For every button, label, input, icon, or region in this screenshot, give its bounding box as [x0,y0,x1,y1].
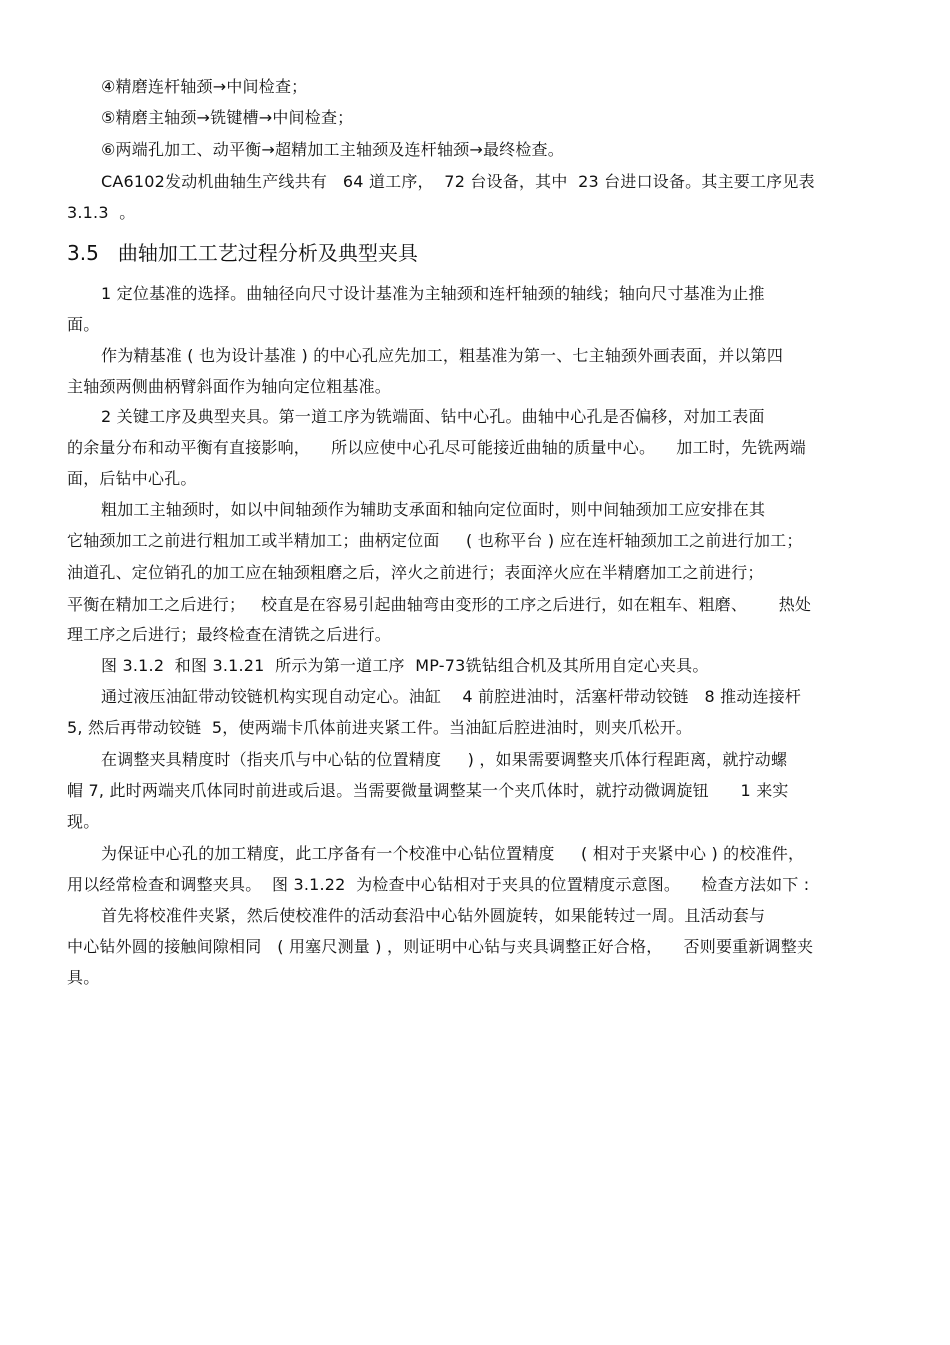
text-line: 帽 7, 此时两端夹爪体同时前进或后退。当需要微量调整某一个夹爪体时，就拧动微调旋钮 1 来实 [67,781,789,800]
text-line: 现。 [67,812,100,831]
text-line: 面，后钻中心孔。 [67,469,197,488]
text-line: 中心钻外圆的接触间隙相同 ( 用塞尺测量 ) ，则证明中心钻与夹具调整正好合格， 否则要重新调整夹 [67,937,814,956]
text-line: 通过液压油缸带动铰链机构实现自动定心。油缸 4 前腔进油时，活塞杆带动铰链 8 推动连接杆 [101,687,802,706]
text-line: 它轴颈加工之前进行粗加工或半精加工；曲柄定位面 ( 也称平台 ) 应在连杆轴颈加工之前进行加工； [67,531,803,550]
text-line: 图 3.1.2 和图 3.1.21 所示为第一道工序 MP-73铣钻组合机及其所用自定心夹具。 [101,656,709,675]
text-line: 首先将校准件夹紧，然后使校准件的活动套沿中心钻外圆旋转，如果能转过一周。且活动套与 [101,906,766,925]
text-line: 1 定位基准的选择。曲轴径向尺寸设计基准为主轴颈和连杆轴颈的轴线；轴向尺寸基准为止推 [101,284,765,303]
text-line: 作为精基准 ( 也为设计基准 ) 的中心孔应先加工，粗基准为第一、七主轴颈外画表面，并以第四 [101,346,784,365]
text-line: 2 关键工序及典型夹具。第一道工序为铣端面、钻中心孔。曲轴中心孔是否偏移，对加工表面 [101,407,765,426]
text-line: ④精磨连杆轴颈→中间检查； [101,77,308,96]
text-line: 面。 [67,315,100,334]
text-line: 5, 然后再带动铰链 5，使两端卡爪体前进夹紧工件。当油缸后腔进油时，则夹爪松开。 [67,718,693,737]
text-line: CA6102发动机曲轴生产线共有 64 道工序， 72 台设备，其中 23 台进口设备。其主要工序见表 [101,172,815,191]
text-line: ⑤精磨主轴颈→铣键槽→中间检查； [101,108,354,127]
section-heading: 3.5 曲轴加工工艺过程分析及典型夹具 [67,241,418,265]
text-line: 的余量分布和动平衡有直接影响， 所以应使中心孔尽可能接近曲轴的质量中心。 加工时，先铣两端 [67,438,806,457]
text-line: 在调整夹具精度时（指夹爪与中心钻的位置精度 ) ，如果需要调整夹爪体行程距离，就拧动螺 [101,750,788,769]
text-line: 油道孔、定位销孔的加工应在轴颈粗磨之后，淬火之前进行；表面淬火应在半精磨加工之前进行； [67,563,764,582]
text-line: 3.1.3 。 [67,203,136,222]
text-line: 主轴颈两侧曲柄臂斜面作为轴向定位粗基准。 [67,377,392,396]
text-line: 具。 [67,968,100,987]
text-line: 用以经常检查和调整夹具。 图 3.1.22 为检查中心钻相对于夹具的位置精度示意图。 检查方法如下 : [67,875,810,894]
text-line: 理工序之后进行；最终检查在清铣之后进行。 [67,625,392,644]
text-line: 粗加工主轴颈时，如以中间轴颈作为辅助支承面和轴向定位面时，则中间轴颈加工应安排在其 [101,500,766,519]
text-line: ⑥两端孔加工、动平衡→超精加工主轴颈及连杆轴颈→最终检查。 [101,140,564,159]
text-line: 为保证中心孔的加工精度，此工序备有一个校准中心钻位置精度 ( 相对于夹紧中心 ) 的校准件， [101,844,805,863]
text-line: 平衡在精加工之后进行； 校直是在容易引起曲轴弯由变形的工序之后进行，如在粗车、粗磨、 热处 [67,595,812,614]
